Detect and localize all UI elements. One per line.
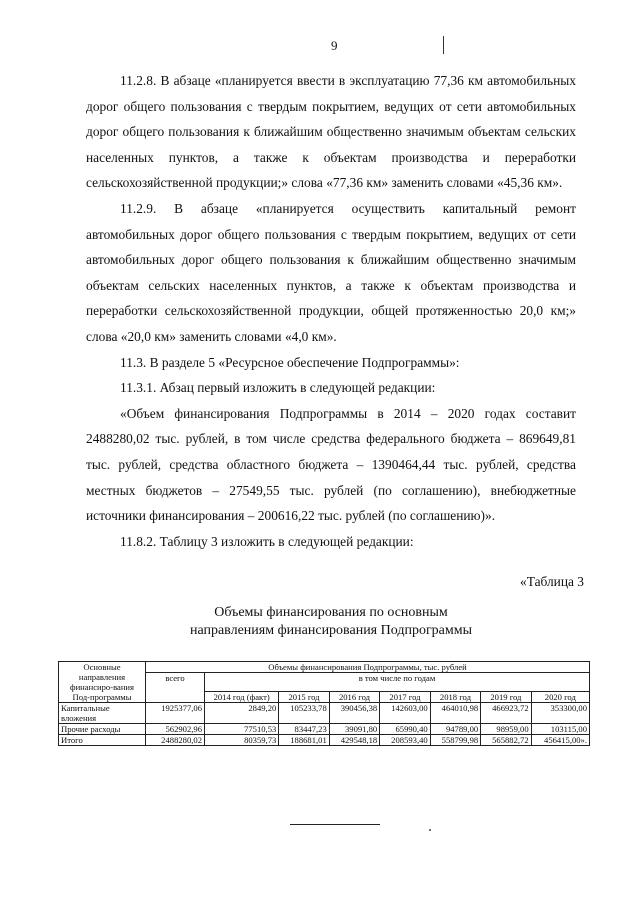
cell-value: 105233,78 [279,703,329,724]
paragraph-quote: «Объем финансирования Подпрограммы в 2014 – 2020 годах составит 2488280,02 тыс. рублей, в том числе средства федерального бюджета – 869649,81 тыс. рублей, средства областного бюджета – 1390464,44 тыс. рублей, средства местных бюджетов – 27549,55 тыс. рублей (по соглашению), внебюджетные источники финансирования – 200616,22 тыс. рублей (по соглашению)». [86,405,576,524]
cell-value: 2849,20 [205,703,279,724]
cell-value: 565882,72 [481,735,531,746]
row-total: 2488280,02 [146,735,205,746]
cell-value: 142603,00 [380,703,430,724]
cell-value: 464010,98 [430,703,480,724]
row-label: Прочие расходы [59,724,146,735]
table-title [86,604,576,640]
cell-value: 77510,53 [205,724,279,735]
paragraph-11-8-2: 11.8.2. Таблицу 3 изложить в следующей редакции: [120,533,414,549]
cell-value: 39091,80 [329,724,379,735]
cell-value: 456415,00». [531,735,589,746]
header-total: всего [146,673,205,703]
table-row-total [59,735,590,746]
cell-value: 83447,23 [279,724,329,735]
table-row [59,703,590,724]
header-year: 2015 год [279,692,329,703]
paragraph-11-3: 11.3. В разделе 5 «Ресурсное обеспечение Подпрограммы»: [120,354,460,370]
header-year: 2019 год [481,692,531,703]
header-by-years: в том числе по годам [205,673,590,692]
cell-value: 466923,72 [481,703,531,724]
cell-value: 188681,01 [279,735,329,746]
cell-value: 429548,18 [329,735,379,746]
cell-value: 65990,40 [380,724,430,735]
cell-value: 353300,00 [531,703,589,724]
cell-value: 80359,73 [205,735,279,746]
header-year: 2020 год [531,692,589,703]
header-volumes: Объемы финансирования Подпрограммы, тыс. рублей [146,662,590,673]
table-title-line-1: Объемы финансирования по основным [214,605,448,620]
page-number: 9 [331,38,338,53]
header-year: 2017 год [380,692,430,703]
paragraph-11-2-8: 11.2.8. В абзаце «планируется ввести в эксплуатацию 77,36 км автомобильных дорог общего пользования с твердым покрытием, ведущих от сети автомобильных дорог общего пользования к ближайшим общественно значимым объектам сельских населенных пунктов, а также к объектам производства и переработки сельскохозяйственной продукции;» слова «77,36 км» заменить словами «45,36 км». [86,73,576,191]
row-total: 1925377,06 [146,703,205,724]
cell-value: 98959,00 [481,724,531,735]
header-directions: Основные направления финансиро-вания Под-программы [59,662,146,703]
cell-value: 558799,98 [430,735,480,746]
table-row [59,724,590,735]
body-text [86,68,576,554]
paragraph-11-3-1: 11.3.1. Абзац первый изложить в следующей редакции: [120,380,436,396]
row-label: Итого [59,735,146,746]
row-label: Капитальные вложения [59,703,146,724]
cell-value: 208593,40 [380,735,430,746]
header-year: 2018 год [430,692,480,703]
table-label: «Таблица 3 [520,574,584,589]
cell-value: 94789,00 [430,724,480,735]
header-year: 2014 год (факт) [205,692,279,703]
table-title-line-2: направлениям финансирования Подпрограммы [189,623,473,638]
row-total: 562902,96 [146,724,205,735]
paragraph-11-2-9: 11.2.9. В абзаце «планируется осуществить капитальный ремонт автомобильных дорог общего пользования с твердым покрытием, ведущих от сети автомобильных дорог общего пользования к ближайшим общественно значимым объектам сельских населенных пунктов, а также к объектам производства и переработки сельскохозяйственной продукции, общей протяженностью 20,0 км;» слова «20,0 км» заменить словами «4,0 км». [86,200,576,344]
header-year: 2016 год [329,692,379,703]
margin-mark [443,36,444,54]
financing-table [58,661,590,746]
footnote-rule [290,824,380,825]
cell-value: 390456,38 [329,703,379,724]
scan-speck [429,829,431,831]
cell-value: 103115,00 [531,724,589,735]
